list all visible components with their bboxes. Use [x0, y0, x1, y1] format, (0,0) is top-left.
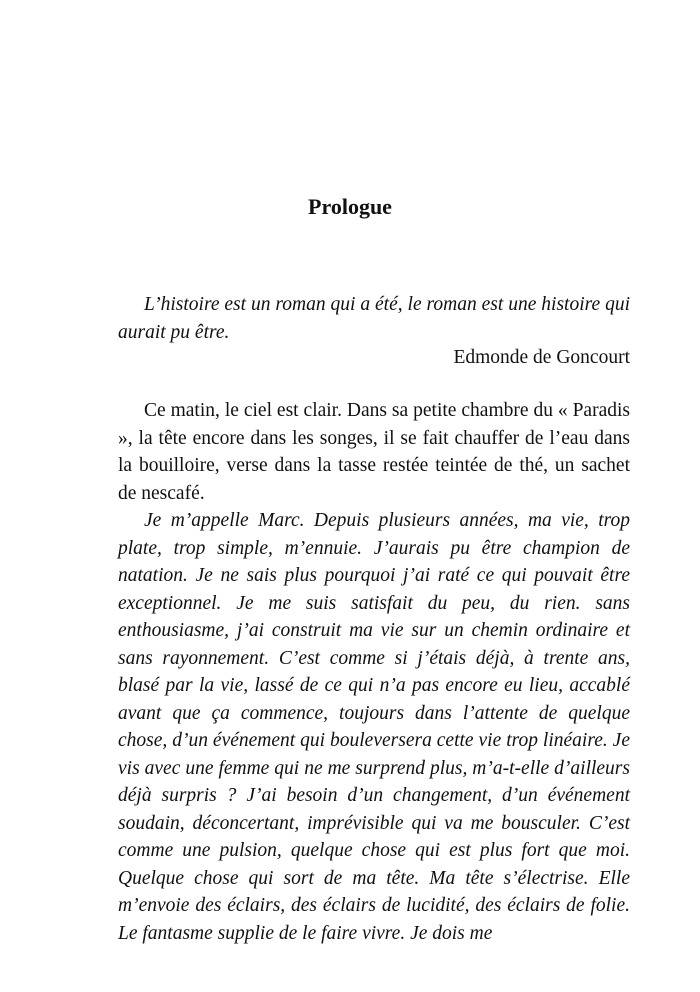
chapter-title: Prologue — [308, 194, 392, 219]
epigraph-quote: L’histoire est un roman qui a été, le roman est une histoire qui aurait pu être. — [118, 294, 630, 343]
epigraph-author: Edmonde de Goncourt — [453, 347, 630, 368]
body-text — [118, 397, 630, 947]
paragraph-narration: Ce matin, le ciel est clair. Dans sa petite chambre du « Paradis », la tête encore dans les songes, il se fait chauffer de l’eau dans la bouilloire, verse dans la tasse restée teintée de thé, un sachet de nescafé. — [118, 400, 630, 504]
paragraph-monologue: Je m’appelle Marc. Depuis plusieurs années, ma vie, trop plate, trop simple, m’ennuie. J’aurais pu être champion de natation. Je ne sais plus pourquoi j’ai raté ce qui pouvait être exceptionnel. Je me suis satisfait du peu, du rien. sans enthousiasme, j’ai construit ma vie sur un chemin ordinaire et sans rayonnement. C’est comme si j’étais déjà, à trente ans, blasé par la vie, lassé de ce qui n’a pas encore eu lieu, accablé avant que ça commence, toujours dans l’attente de quelque chose, d’un événement qui bouleversera cette vie trop linéaire. Je vis avec une femme qui ne me surprend plus, m’a-t-elle d’ailleurs déjà surpris ? J’ai besoin d’un changement, d’un événement soudain, déconcertant, imprévisible qui va me bousculer. C’est comme une pulsion, quelque chose qui est plus fort que moi. Quelque chose qui sort de ma tête. Ma tête s’électrise. Elle m’envoie des éclairs, des éclairs de lucidité, des éclairs de folie. Le fantasme supplie de le faire vivre. Je dois me — [118, 510, 630, 944]
epigraph — [118, 291, 630, 346]
